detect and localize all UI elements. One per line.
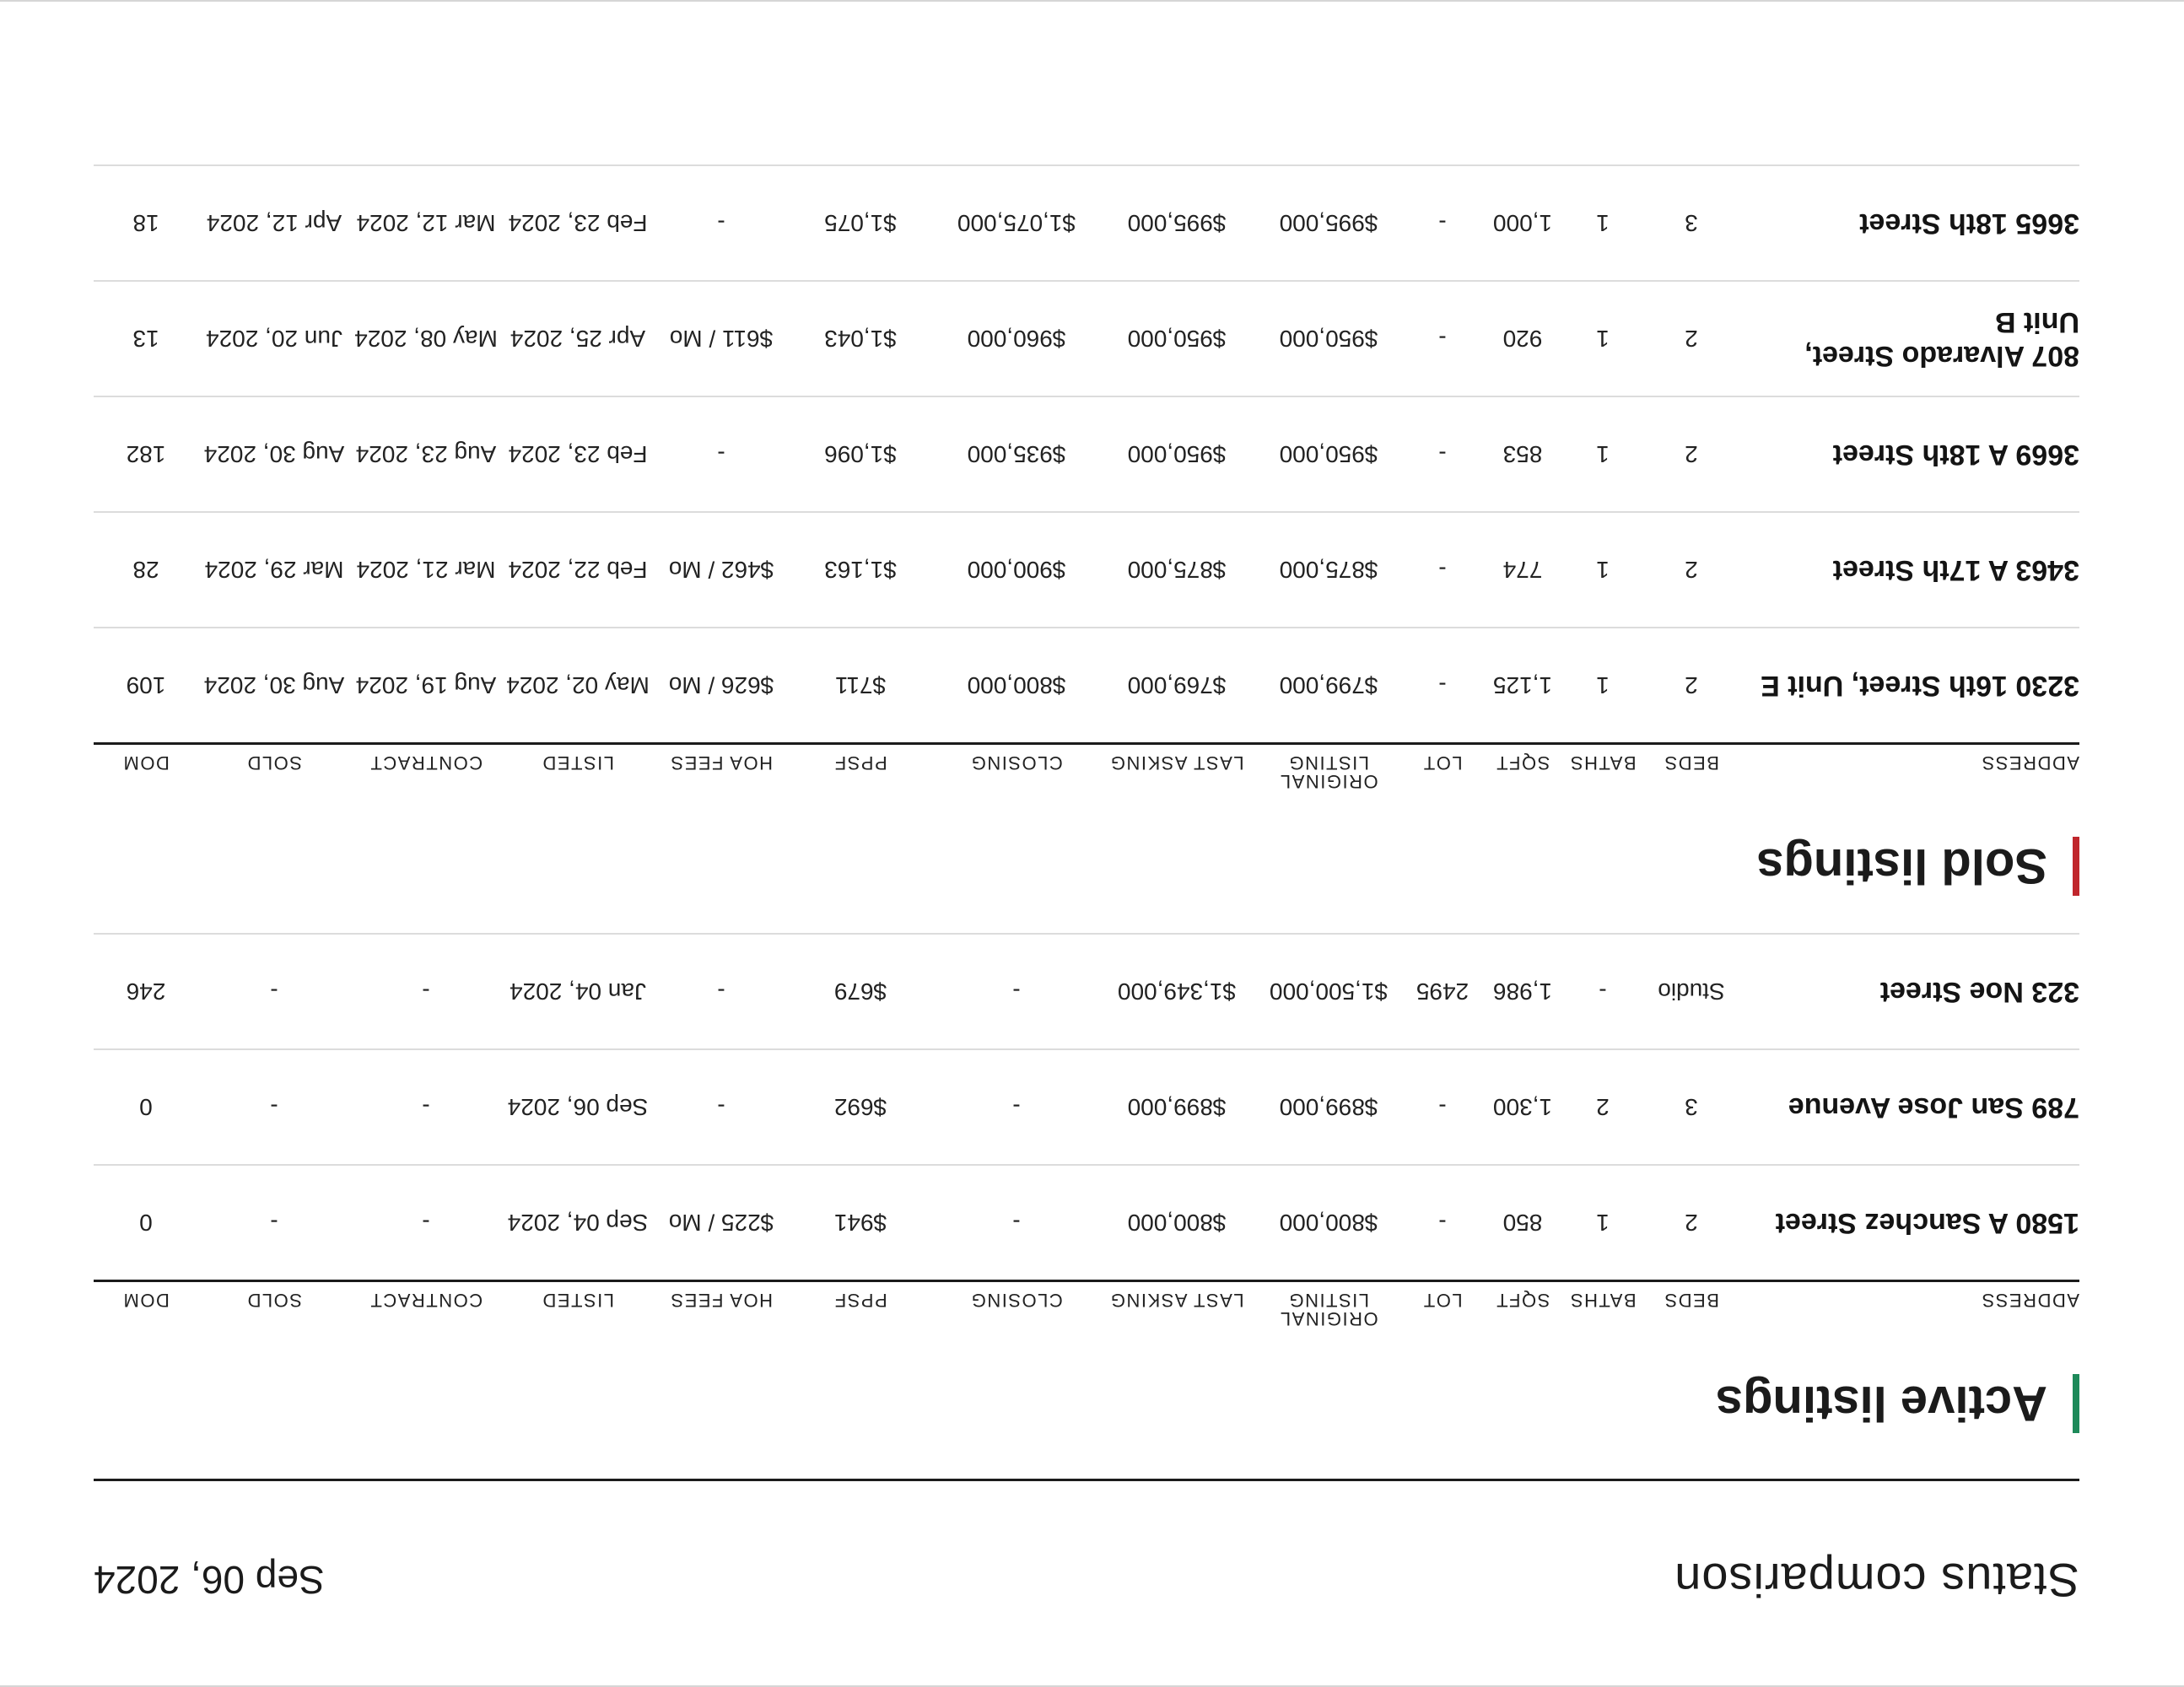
cell-last-asking: $800,000 [1127, 1210, 1227, 1237]
cell-beds: 3 [1685, 210, 1698, 237]
column-header-ppsf: PPSF [833, 752, 887, 773]
cell-baths: 1 [1596, 326, 1610, 353]
page-edge-bottom [0, 0, 2184, 2]
column-header-hoa-fees: HOA FEES [669, 752, 774, 773]
cell-lot: - [1438, 1094, 1447, 1121]
cell-sqft: 853 [1502, 441, 1543, 468]
cell-address: 3230 16th Street, Unit E [1761, 670, 2079, 703]
cell-sqft: 1,986 [1492, 978, 1553, 1005]
cell-last-asking: $950,000 [1127, 326, 1227, 353]
cell-beds: 2 [1685, 1210, 1698, 1237]
table-row [94, 396, 2079, 511]
column-header-closing: CLOSING [970, 752, 1063, 773]
cell-original-listing: $995,000 [1279, 210, 1378, 237]
cell-closing: - [1012, 1210, 1021, 1237]
cell-ppsf: $711 [834, 672, 887, 699]
column-header-original-listing: ORIGINAL LISTING [1279, 752, 1378, 792]
cell-lot: - [1438, 557, 1447, 584]
column-header-beds: BEDS [1664, 752, 1719, 773]
cell-closing: $900,000 [967, 557, 1066, 584]
cell-closing: $800,000 [967, 672, 1066, 699]
table-row [94, 280, 2079, 396]
cell-ppsf: $679 [833, 978, 887, 1005]
cell-hoa-fees: - [717, 210, 725, 237]
sold-listings-table [94, 164, 2079, 806]
column-header-ppsf: PPSF [833, 1290, 887, 1311]
column-header-beds: BEDS [1664, 1290, 1719, 1311]
cell-closing: $960,000 [967, 326, 1066, 353]
sold-accent-bar [2073, 837, 2079, 896]
sold-listings-heading [94, 837, 2079, 896]
column-header-listed: LISTED [541, 752, 615, 773]
column-header-sqft: SQFT [1495, 752, 1550, 773]
cell-ppsf: $1,043 [824, 326, 897, 353]
cell-lot: - [1438, 326, 1447, 353]
cell-hoa-fees: $626 / Mo [668, 672, 774, 699]
cell-closing: - [1012, 978, 1021, 1005]
cell-sold: Aug 30, 2024 [203, 441, 345, 468]
cell-last-asking: $950,000 [1127, 441, 1227, 468]
column-header-baths: BATHS [1569, 752, 1637, 773]
cell-contract: - [422, 1094, 430, 1121]
column-header-dom: DOM [122, 752, 170, 773]
cell-hoa-fees: $225 / Mo [668, 1210, 774, 1237]
cell-sqft: 1,300 [1492, 1094, 1553, 1121]
cell-contract: Aug 23, 2024 [355, 441, 497, 468]
cell-closing: $935,000 [967, 441, 1066, 468]
cell-contract: - [422, 1210, 430, 1237]
cell-listed: Feb 22, 2024 [508, 557, 648, 584]
column-header-last-asking: LAST ASKING [1109, 752, 1244, 773]
cell-listed: Sep 04, 2024 [507, 1210, 649, 1237]
cell-lot: - [1438, 210, 1447, 237]
cell-beds: 2 [1685, 441, 1698, 468]
column-header-dom: DOM [122, 1290, 170, 1311]
cell-hoa-fees: $611 / Mo [669, 326, 774, 353]
cell-hoa-fees: - [717, 978, 725, 1005]
active-listings-title: Active listings [1715, 1376, 2047, 1431]
cell-beds: 3 [1685, 1094, 1698, 1121]
cell-baths: 1 [1596, 672, 1610, 699]
column-header-listed: LISTED [541, 1290, 615, 1311]
column-header-lot: LOT [1422, 752, 1463, 773]
table-row [94, 1164, 2079, 1280]
active-listings-heading [94, 1374, 2079, 1433]
column-header-sqft: SQFT [1495, 1290, 1550, 1311]
cell-sqft: 920 [1502, 326, 1543, 353]
cell-sold: Jun 20, 2024 [206, 326, 342, 353]
cell-baths: 1 [1596, 210, 1610, 237]
cell-hoa-fees: - [717, 441, 725, 468]
cell-dom: 18 [132, 210, 159, 237]
cell-listed: Sep 06, 2024 [507, 1094, 649, 1121]
active-accent-bar [2073, 1374, 2079, 1433]
cell-listed: May 02, 2024 [506, 672, 650, 699]
cell-address: 807 Alvarado Street, Unit B [1804, 306, 2079, 372]
cell-original-listing: $800,000 [1279, 1210, 1378, 1237]
cell-ppsf: $1,163 [824, 557, 897, 584]
table-row [94, 1048, 2079, 1164]
table-row [94, 627, 2079, 742]
cell-ppsf: $1,075 [824, 210, 897, 237]
active-listings-table [94, 933, 2079, 1343]
cell-sqft: 1,000 [1492, 210, 1553, 237]
column-header-sold: SOLD [246, 1290, 302, 1311]
cell-listed: Jan 04, 2024 [510, 978, 646, 1005]
cell-sqft: 850 [1502, 1210, 1543, 1237]
cell-original-listing: $1,500,000 [1269, 978, 1389, 1005]
cell-baths: 1 [1596, 441, 1610, 468]
cell-lot: - [1438, 672, 1447, 699]
cell-hoa-fees: $462 / Mo [668, 557, 774, 584]
cell-contract: - [422, 978, 430, 1005]
cell-dom: 28 [132, 557, 159, 584]
cell-ppsf: $1,096 [824, 441, 897, 468]
cell-baths: 1 [1596, 1210, 1610, 1237]
table-row [94, 933, 2079, 1048]
cell-listed: Feb 23, 2024 [508, 441, 648, 468]
cell-last-asking: $899,000 [1127, 1094, 1227, 1121]
cell-ppsf: $941 [833, 1210, 887, 1237]
cell-lot: - [1438, 1210, 1447, 1237]
cell-closing: - [1012, 1094, 1021, 1121]
cell-address: 3669 A 18th Street [1832, 439, 2079, 472]
page-header [94, 1479, 2079, 1608]
cell-lot: 2495 [1416, 978, 1469, 1005]
cell-address: 789 San Jose Avenue [1788, 1091, 2079, 1124]
cell-original-listing: $899,000 [1279, 1094, 1378, 1121]
cell-beds: 2 [1685, 326, 1698, 353]
cell-sold: - [270, 1210, 278, 1237]
cell-original-listing: $950,000 [1279, 326, 1378, 353]
cell-sold: - [270, 978, 278, 1005]
cell-sold: Mar 29, 2024 [204, 557, 344, 584]
cell-dom: 246 [126, 978, 166, 1005]
cell-beds: 2 [1685, 557, 1698, 584]
cell-dom: 0 [139, 1210, 153, 1237]
sold-table-header [94, 742, 2079, 806]
cell-sold: Aug 30, 2024 [203, 672, 345, 699]
cell-last-asking: $875,000 [1127, 557, 1227, 584]
cell-baths: 2 [1596, 1094, 1610, 1121]
cell-beds: 2 [1685, 672, 1698, 699]
cell-last-asking: $995,000 [1127, 210, 1227, 237]
cell-hoa-fees: - [717, 1094, 725, 1121]
cell-lot: - [1438, 441, 1447, 468]
cell-original-listing: $875,000 [1279, 557, 1378, 584]
column-header-address: ADDRESS [1981, 752, 2079, 773]
cell-ppsf: $692 [833, 1094, 887, 1121]
cell-listed: Feb 23, 2024 [508, 210, 648, 237]
cell-dom: 182 [126, 441, 166, 468]
table-row [94, 511, 2079, 627]
page-title: Status comparison [1674, 1554, 2079, 1607]
cell-address: 1580 A Sanchez Street [1775, 1207, 2079, 1240]
column-header-contract: CONTRACT [369, 752, 483, 773]
cell-baths: - [1599, 978, 1607, 1005]
column-header-closing: CLOSING [970, 1290, 1063, 1311]
cell-original-listing: $799,000 [1279, 672, 1378, 699]
cell-sold: - [270, 1094, 278, 1121]
active-table-header [94, 1280, 2079, 1343]
cell-contract: May 08, 2024 [354, 326, 498, 353]
column-header-original-listing: ORIGINAL LISTING [1279, 1290, 1378, 1329]
cell-contract: Aug 19, 2024 [355, 672, 497, 699]
cell-address: 3463 A 17th Street [1832, 554, 2079, 587]
cell-dom: 13 [132, 326, 159, 353]
cell-beds: Studio [1658, 978, 1725, 1005]
cell-sqft: 1,125 [1492, 672, 1553, 699]
sold-listings-title: Sold listings [1756, 838, 2047, 893]
column-header-last-asking: LAST ASKING [1109, 1290, 1244, 1311]
column-header-address: ADDRESS [1981, 1290, 2079, 1311]
cell-last-asking: $1,349,000 [1117, 978, 1237, 1005]
cell-address: 323 Noe Street [1879, 976, 2079, 1009]
column-header-sold: SOLD [246, 752, 302, 773]
cell-contract: Mar 21, 2024 [356, 557, 496, 584]
cell-sold: Apr 12, 2024 [206, 210, 342, 237]
table-row [94, 164, 2079, 280]
cell-original-listing: $950,000 [1279, 441, 1378, 468]
cell-baths: 1 [1596, 557, 1610, 584]
cell-dom: 0 [139, 1094, 153, 1121]
column-header-lot: LOT [1422, 1290, 1463, 1311]
column-header-hoa-fees: HOA FEES [669, 1290, 774, 1311]
report-date: Sep 06, 2024 [94, 1558, 325, 1602]
cell-listed: Apr 25, 2024 [510, 326, 646, 353]
cell-contract: Mar 12, 2024 [356, 210, 496, 237]
cell-dom: 109 [126, 672, 166, 699]
column-header-contract: CONTRACT [369, 1290, 483, 1311]
cell-sqft: 774 [1502, 557, 1543, 584]
cell-closing: $1,075,000 [957, 210, 1076, 237]
cell-last-asking: $769,000 [1127, 672, 1227, 699]
column-header-baths: BATHS [1569, 1290, 1637, 1311]
cell-address: 3665 18th Street [1859, 208, 2079, 240]
